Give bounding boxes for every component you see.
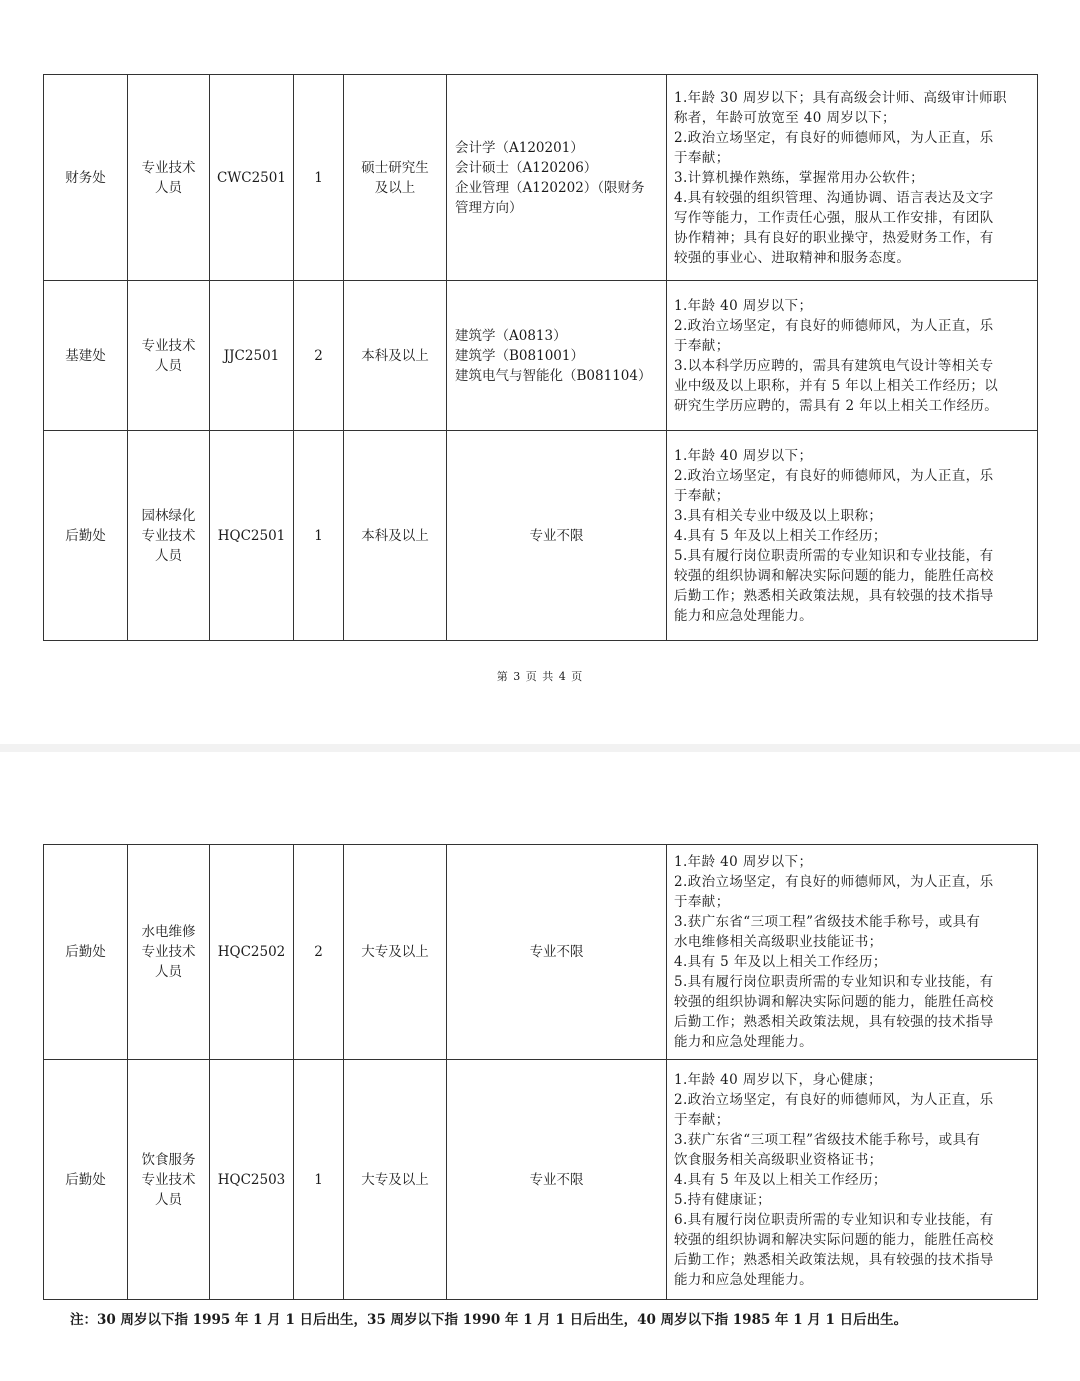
education-line: 本科及以上 — [361, 527, 429, 544]
requirements-cell — [667, 281, 1038, 431]
major-line: 建筑学（B081001） — [455, 347, 584, 364]
requirement-line: 4.具有 5 年及以上相关工作经历； — [674, 954, 887, 970]
table-row — [44, 1060, 1038, 1300]
requirement-line: 较强的组织协调和解决实际问题的能力，能胜任高校 — [674, 994, 994, 1010]
position-code-cell: JJC2501 — [210, 281, 294, 431]
table-row — [44, 845, 1038, 1060]
requirement-line: 能力和应急处理能力。 — [674, 607, 813, 624]
table-row — [44, 281, 1038, 431]
position-line: 人员 — [155, 964, 182, 980]
department-cell: 后勤处 — [44, 431, 128, 641]
major-cell — [447, 431, 667, 641]
requirement-line: 2.政治立场坚定，有良好的师德师风，为人正直，乐 — [674, 1091, 994, 1108]
education-cell — [344, 75, 447, 281]
education-line: 及以上 — [374, 179, 416, 196]
major-line: 建筑电气与智能化（B081104） — [455, 367, 652, 384]
requirement-line: 2.政治立场坚定，有良好的师德师风，为人正直，乐 — [674, 467, 994, 484]
requirement-line: 1.年龄 40 周岁以下； — [674, 854, 813, 870]
major-line: 会计学（A120201） — [455, 139, 584, 156]
department-cell: 后勤处 — [44, 1060, 128, 1300]
education-line: 硕士研究生 — [361, 159, 429, 176]
position-code-cell: CWC2501 — [210, 75, 294, 281]
requirement-line: 于奉献； — [674, 1111, 730, 1128]
requirement-line: 1.年龄 40 周岁以下，身心健康； — [674, 1071, 882, 1088]
requirement-line: 5.具有履行岗位职责所需的专业知识和专业技能，有 — [674, 547, 994, 564]
major-line: 管理方向） — [455, 199, 523, 216]
major-line: 企业管理（A120202）（限财务 — [455, 179, 645, 196]
requirement-line: 3.计算机操作熟练，掌握常用办公软件； — [674, 169, 924, 186]
position-cell — [128, 1060, 210, 1300]
requirement-line: 4.具有 5 年及以上相关工作经历； — [674, 527, 887, 544]
requirement-line: 写作等能力，工作责任心强，服从工作安排，有团队 — [674, 209, 994, 226]
requirement-line: 2.政治立场坚定，有良好的师德师风，为人正直，乐 — [674, 874, 994, 890]
requirement-line: 后勤工作；熟悉相关政策法规，具有较强的技术指导 — [674, 1014, 994, 1030]
page-number-footer: 第 3 页 共 4 页 — [496, 670, 584, 683]
requirements-cell — [667, 431, 1038, 641]
headcount-cell: 1 — [294, 1060, 344, 1300]
education-line: 本科及以上 — [361, 347, 429, 364]
table-row — [44, 75, 1038, 281]
requirements-cell — [667, 845, 1038, 1060]
position-line: 饮食服务 — [141, 1151, 196, 1168]
requirement-line: 3.获广东省“三项工程”省级技术能手称号，或具有 — [674, 1131, 981, 1148]
requirement-line: 于奉献； — [674, 149, 730, 166]
requirement-line: 饮食服务相关高级职业资格证书； — [674, 1151, 883, 1168]
requirement-line: 较强的组织协调和解决实际问题的能力，能胜任高校 — [674, 567, 994, 584]
position-line: 人员 — [155, 179, 182, 196]
education-cell — [344, 1060, 447, 1300]
requirement-line: 后勤工作；熟悉相关政策法规，具有较强的技术指导 — [674, 1251, 994, 1268]
table-row — [44, 431, 1038, 641]
requirement-line: 4.具有 5 年及以上相关工作经历； — [674, 1171, 887, 1188]
requirement-line: 水电维修相关高级职业技能证书； — [674, 934, 883, 950]
requirement-line: 较强的组织协调和解决实际问题的能力，能胜任高校 — [674, 1231, 994, 1248]
requirement-line: 3.以本科学历应聘的，需具有建筑电气设计等相关专 — [674, 357, 994, 374]
requirement-line: 5.具有履行岗位职责所需的专业知识和专业技能，有 — [674, 974, 994, 990]
headcount-cell: 2 — [294, 845, 344, 1060]
position-line: 水电维修 — [141, 924, 196, 940]
requirement-line: 能力和应急处理能力。 — [674, 1034, 813, 1050]
position-cell — [128, 431, 210, 641]
requirement-line: 于奉献； — [674, 337, 730, 354]
major-cell — [447, 1060, 667, 1300]
requirement-line: 业中级及以上职称，并有 5 年以上相关工作经历；以 — [674, 377, 999, 394]
position-line: 专业技术 — [141, 337, 196, 354]
major-line: 专业不限 — [529, 944, 584, 960]
position-cell — [128, 845, 210, 1060]
position-code-cell: HQC2503 — [210, 1060, 294, 1300]
requirement-line: 2.政治立场坚定，有良好的师德师风，为人正直，乐 — [674, 129, 994, 146]
education-line: 大专及以上 — [361, 944, 429, 960]
requirement-line: 1.年龄 40 周岁以下； — [674, 447, 813, 464]
requirement-line: 1.年龄 30 周岁以下；具有高级会计师、高级审计师职 — [674, 89, 1007, 106]
position-code-cell: HQC2502 — [210, 845, 294, 1060]
requirement-line: 于奉献； — [674, 487, 730, 504]
requirement-line: 6.具有履行岗位职责所需的专业知识和专业技能，有 — [674, 1211, 994, 1228]
requirement-line: 2.政治立场坚定，有良好的师德师风，为人正直，乐 — [674, 317, 994, 334]
department-cell: 财务处 — [44, 75, 128, 281]
education-cell — [344, 281, 447, 431]
requirement-line: 称者，年龄可放宽至 40 周岁以下； — [674, 109, 896, 126]
position-line: 人员 — [155, 547, 182, 564]
requirement-line: 较强的事业心、进取精神和服务态度。 — [674, 249, 911, 266]
recruitment-table-page-3 — [43, 74, 1038, 641]
education-cell — [344, 845, 447, 1060]
document-page-4 — [0, 752, 1080, 1381]
position-cell — [128, 281, 210, 431]
major-cell — [447, 281, 667, 431]
position-line: 专业技术 — [141, 527, 196, 544]
position-code-cell: HQC2501 — [210, 431, 294, 641]
requirement-line: 1.年龄 40 周岁以下； — [674, 297, 813, 314]
requirement-line: 协作精神；具有良好的职业操守，热爱财务工作，有 — [674, 229, 994, 246]
requirement-line: 研究生学历应聘的，需具有 2 年以上相关工作经历。 — [674, 397, 999, 414]
major-cell — [447, 75, 667, 281]
requirement-line: 于奉献； — [674, 894, 730, 910]
headcount-cell: 2 — [294, 281, 344, 431]
headcount-cell: 1 — [294, 75, 344, 281]
headcount-cell: 1 — [294, 431, 344, 641]
requirement-line: 5.持有健康证； — [674, 1191, 772, 1208]
requirements-cell — [667, 75, 1038, 281]
department-cell: 基建处 — [44, 281, 128, 431]
major-line: 专业不限 — [529, 1171, 584, 1188]
department-cell: 后勤处 — [44, 845, 128, 1060]
position-line: 园林绿化 — [141, 507, 196, 524]
position-line: 人员 — [155, 357, 182, 374]
major-cell — [447, 845, 667, 1060]
requirement-line: 3.获广东省“三项工程”省级技术能手称号，或具有 — [674, 914, 981, 930]
major-line: 建筑学（A0813） — [455, 327, 567, 344]
age-footnote: 注：30 周岁以下指 1995 年 1 月 1 日后出生，35 周岁以下指 1990 年 1 月 1 日后出生，40 周岁以下指 1985 年 1 月 1 日后出生。 — [70, 1312, 908, 1328]
major-line: 专业不限 — [529, 527, 584, 544]
recruitment-table-page-4 — [43, 844, 1038, 1300]
major-line: 会计硕士（A120206） — [455, 159, 598, 176]
requirements-cell — [667, 1060, 1038, 1300]
requirement-line: 能力和应急处理能力。 — [674, 1271, 813, 1288]
education-line: 大专及以上 — [361, 1171, 429, 1188]
position-line: 人员 — [155, 1191, 182, 1208]
position-line: 专业技术 — [141, 159, 196, 176]
position-line: 专业技术 — [141, 944, 196, 960]
education-cell — [344, 431, 447, 641]
position-line: 专业技术 — [141, 1171, 196, 1188]
requirement-line: 4.具有较强的组织管理、沟通协调、语言表达及文字 — [674, 189, 994, 206]
requirement-line: 后勤工作；熟悉相关政策法规，具有较强的技术指导 — [674, 587, 994, 604]
position-cell — [128, 75, 210, 281]
requirement-line: 3.具有相关专业中级及以上职称； — [674, 507, 883, 524]
